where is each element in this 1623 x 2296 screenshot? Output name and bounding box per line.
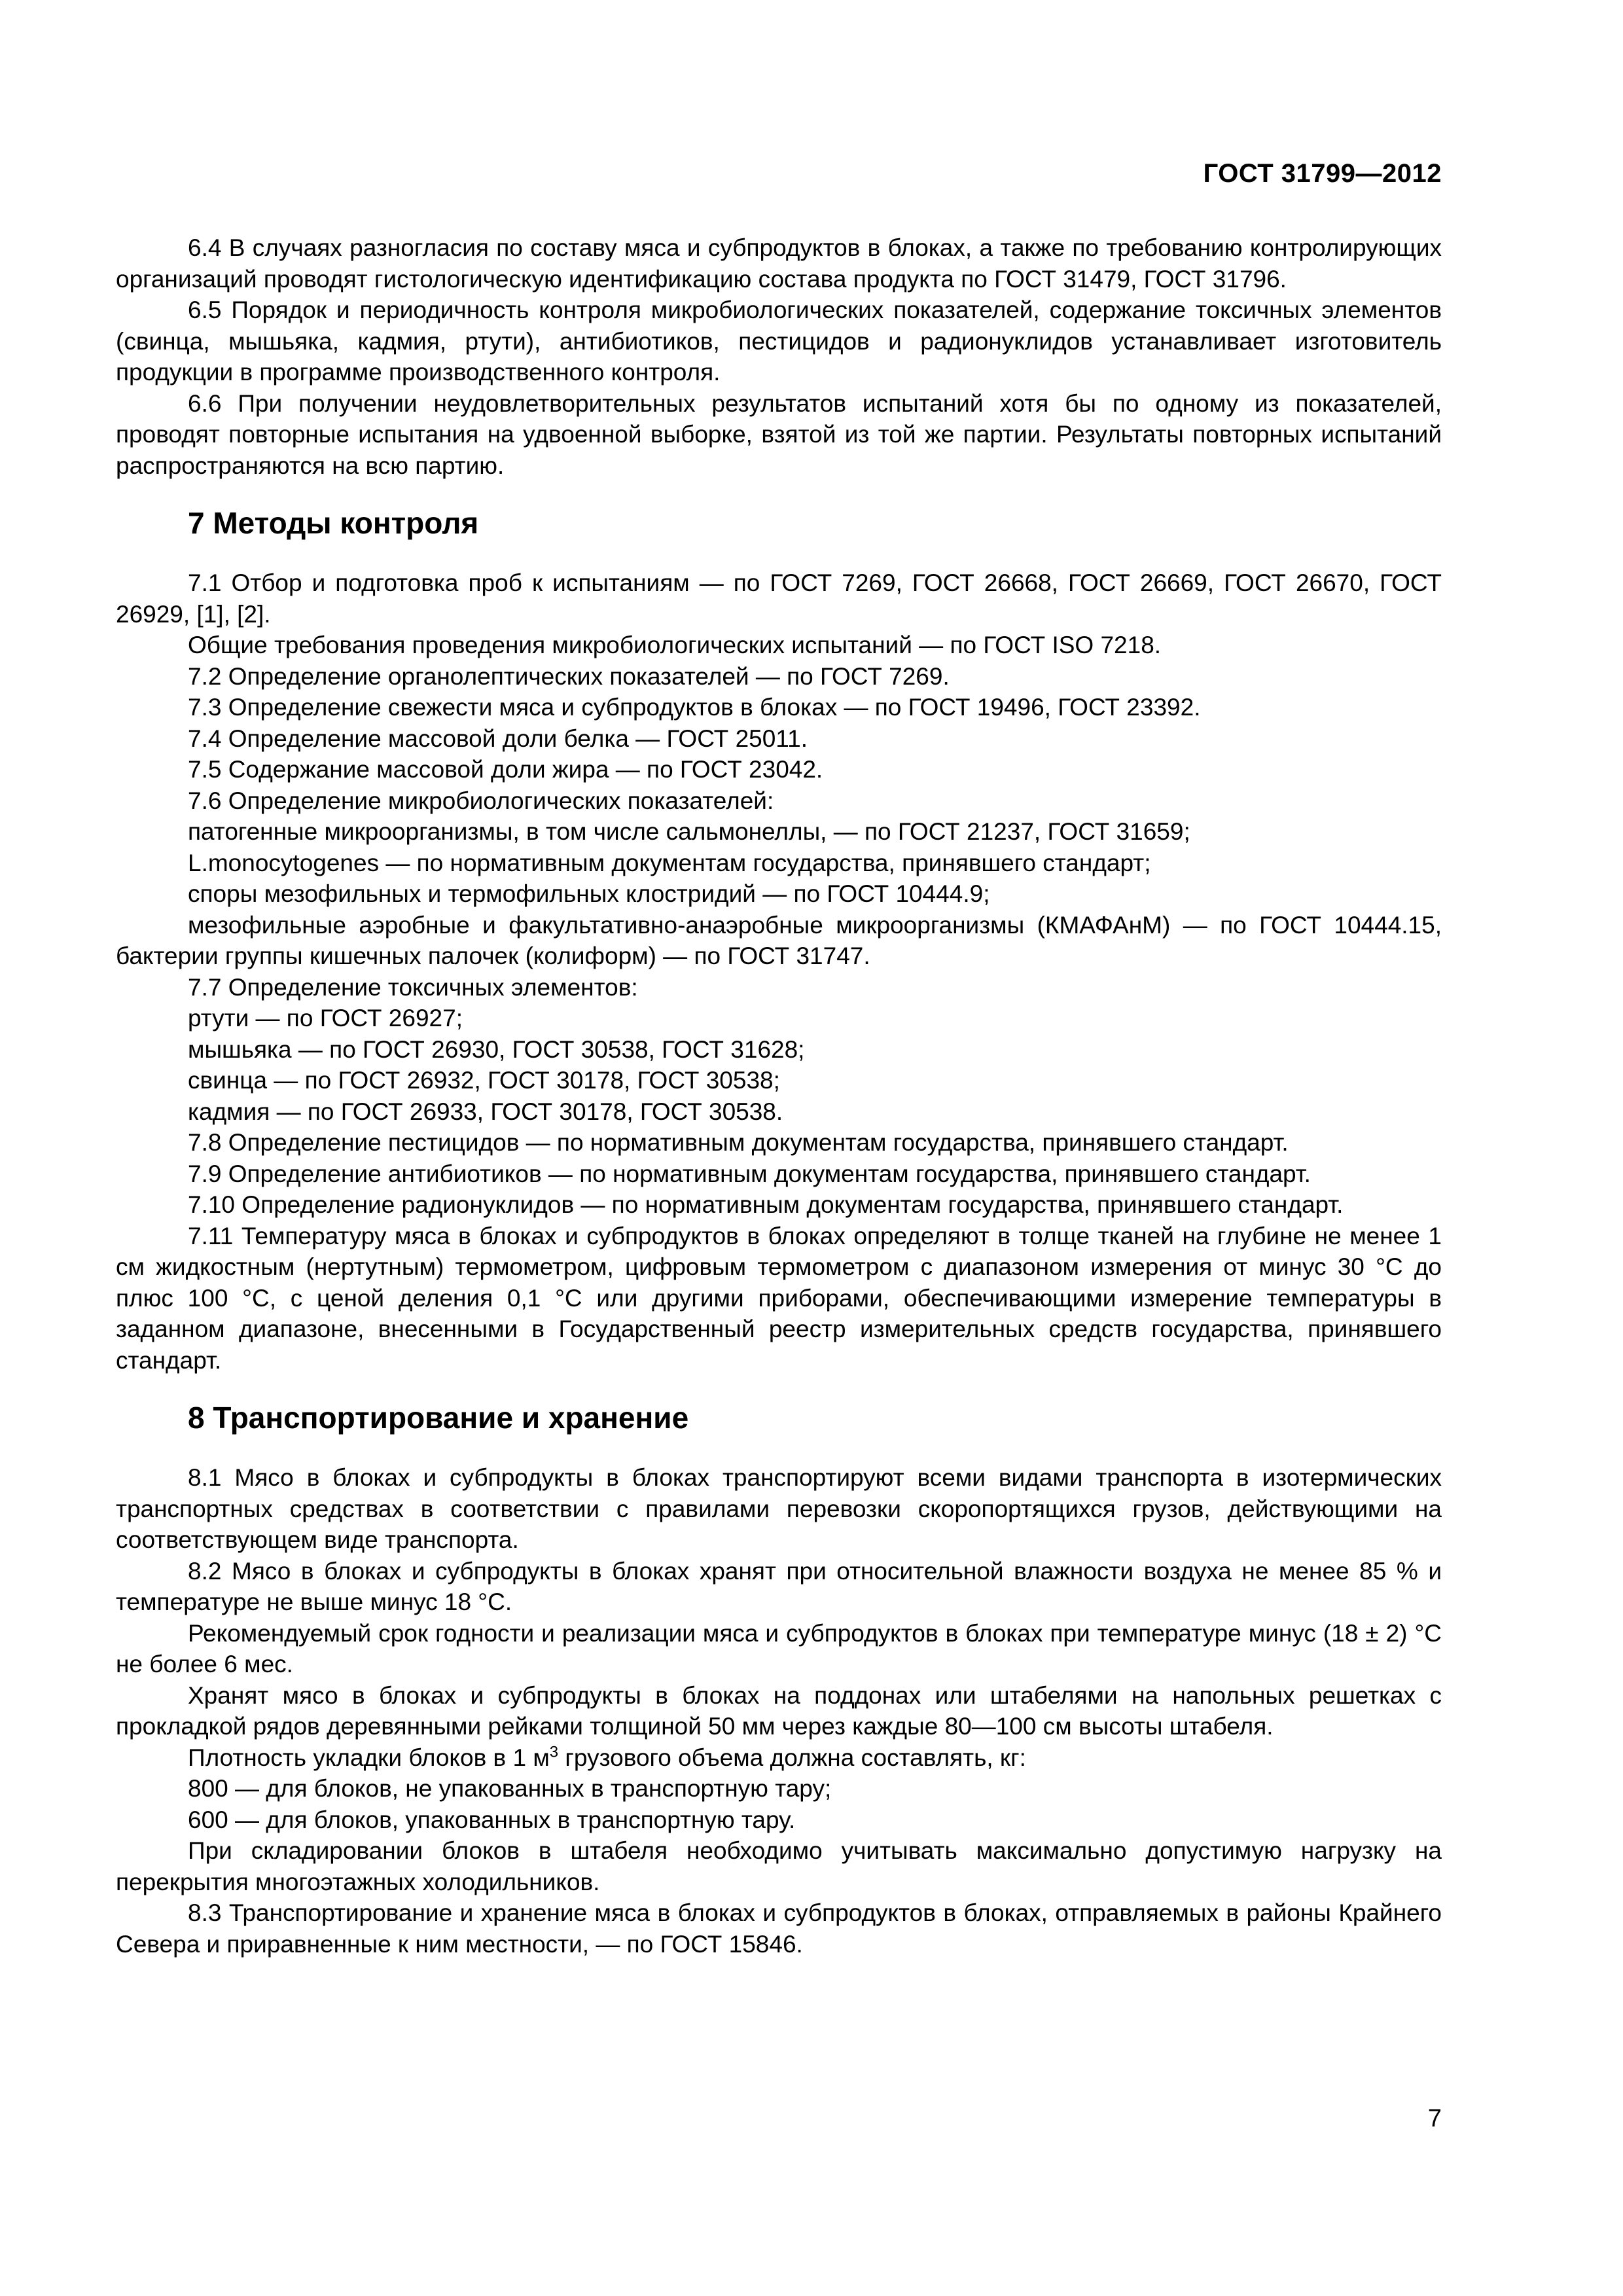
paragraph: 7.6 Определение микробиологических показателей: — [188, 787, 774, 814]
paragraph-text: грузового объема должна составлять, кг: — [558, 1744, 1026, 1771]
paragraph: патогенные микроорганизмы, в том числе сальмонеллы, — по ГОСТ 21237, ГОСТ 31659; — [188, 818, 1190, 845]
paragraph: свинца — по ГОСТ 26932, ГОСТ 30178, ГОСТ 30538; — [188, 1067, 780, 1094]
paragraph: Рекомендуемый срок годности и реализации мяса и субпродуктов в блоках при температуре минус (18 ± 2) °С не более 6 мес. — [116, 1619, 1442, 1677]
paragraph: 6.6 При получении неудовлетворительных результатов испытаний хотя бы по одному из показателей, проводят повторные испытания на удвоенной выборке, взятой из той же партии. Результаты повторных испытаний распространяются на всю партию. — [116, 389, 1442, 479]
paragraph: 800 — для блоков, не упакованных в транспортную тару; — [188, 1775, 832, 1802]
paragraph: 7.7 Определение токсичных элементов: — [188, 973, 638, 1001]
paragraph-text: Плотность укладки блоков в 1 м — [188, 1744, 550, 1771]
paragraph: мезофильные аэробные и факультативно-анаэробные микроорганизмы (КМАФАнМ) — по ГОСТ 10444.15, бактерии группы кишечных палочек (колиформ) — по ГОСТ 31747. — [116, 911, 1442, 969]
document-body — [116, 232, 1442, 1960]
paragraph: 7.3 Определение свежести мяса и субпродуктов в блоках — по ГОСТ 19496, ГОСТ 23392. — [188, 694, 1201, 721]
paragraph: Хранят мясо в блоках и субпродукты в блоках на поддонах или штабелями на напольных решетках с прокладкой рядов деревянными рейками толщиной 50 мм через каждые 80—100 см высоты штабеля. — [116, 1681, 1442, 1740]
paragraph: 7.1 Отбор и подготовка проб к испытаниям — по ГОСТ 7269, ГОСТ 26668, ГОСТ 26669, ГОСТ 26670, ГОСТ 26929, [1], [2]. — [116, 569, 1442, 628]
paragraph: 8.1 Мясо в блоках и субпродукты в блоках транспортируют всеми видами транспорта в изотермических транспортных средствах в соответствии с правилами перевозки скоропортящихся грузов, действующими на соответствующем виде транспорта. — [116, 1464, 1442, 1553]
paragraph: Общие требования проведения микробиологических испытаний — по ГОСТ ISO 7218. — [188, 632, 1162, 658]
paragraph: При складировании блоков в штабеля необходимо учитывать максимально допустимую нагрузку на перекрытия многоэтажных холодильников. — [116, 1837, 1442, 1895]
section-heading: 7 Методы контроля — [188, 506, 479, 540]
paragraph: 7.9 Определение антибиотиков — по нормативным документам государства, принявшего стандарт. — [188, 1160, 1311, 1187]
superscript: 3 — [549, 1743, 559, 1761]
paragraph: L.monocytogenes — по нормативным документам государства, принявшего стандарт; — [188, 849, 1151, 876]
paragraph: мышьяка — по ГОСТ 26930, ГОСТ 30538, ГОСТ 31628; — [188, 1035, 805, 1063]
document-header-id: ГОСТ 31799—2012 — [1203, 159, 1442, 188]
paragraph: кадмия — по ГОСТ 26933, ГОСТ 30178, ГОСТ 30538. — [188, 1098, 783, 1125]
paragraph: 7.2 Определение органолептических показателей — по ГОСТ 7269. — [188, 662, 950, 690]
document-page — [116, 0, 1442, 2296]
paragraph: 600 — для блоков, упакованных в транспортную тару. — [188, 1806, 796, 1833]
paragraph: 8.2 Мясо в блоках и субпродукты в блоках хранят при относительной влажности воздуха не менее 85 % и температуре не выше минус 18 °С. — [116, 1557, 1442, 1615]
paragraph: 7.11 Температуру мяса в блоках и субпродуктов в блоках определяют в толще тканей на глубине не менее 1 см жидкостным (нертутным) термометром, цифровым термометром с диапазоном измерения от минус 30 °С до плюс 100 °С, с ценой деления 0,1 °С или другими приборами, обеспечивающими измерение температуры в заданном диапазоне, внесенными в Государственный реестр измерительных средств государства, принявшего стандарт. — [116, 1222, 1442, 1374]
paragraph: ртути — по ГОСТ 26927; — [188, 1005, 463, 1031]
section-heading: 8 Транспортирование и хранение — [188, 1401, 689, 1435]
paragraph: 7.5 Содержание массовой доли жира — по ГОСТ 23042. — [188, 756, 823, 783]
paragraph: 6.5 Порядок и периодичность контроля микробиологических показателей, содержание токсичных элементов (свинца, мышьяка, кадмия, ртути), антибиотиков, пестицидов и радионуклидов устанавливает изготовитель продукции в программе производственного контроля. — [116, 296, 1442, 386]
paragraph: 7.4 Определение массовой доли белка — ГОСТ 25011. — [188, 725, 808, 752]
paragraph: 8.3 Транспортирование и хранение мяса в блоках и субпродуктов в блоках, отправляемых в районы Крайнего Севера и приравненные к ним местности, — по ГОСТ 15846. — [116, 1899, 1442, 1958]
paragraph: споры мезофильных и термофильных клостридий — по ГОСТ 10444.9; — [188, 880, 990, 907]
paragraph — [116, 1742, 1442, 1774]
page-number: 7 — [1427, 2105, 1442, 2132]
paragraph: 7.10 Определение радионуклидов — по нормативным документам государства, принявшего стандарт. — [188, 1191, 1344, 1218]
paragraph: 6.4 В случаях разногласия по составу мяса и субпродуктов в блоках, а также по требованию контролирующих организаций проводят гистологическую идентификацию состава продукта по ГОСТ 31479, ГОСТ 31796. — [116, 234, 1442, 293]
paragraph: 7.8 Определение пестицидов — по нормативным документам государства, принявшего стандарт. — [188, 1129, 1289, 1156]
